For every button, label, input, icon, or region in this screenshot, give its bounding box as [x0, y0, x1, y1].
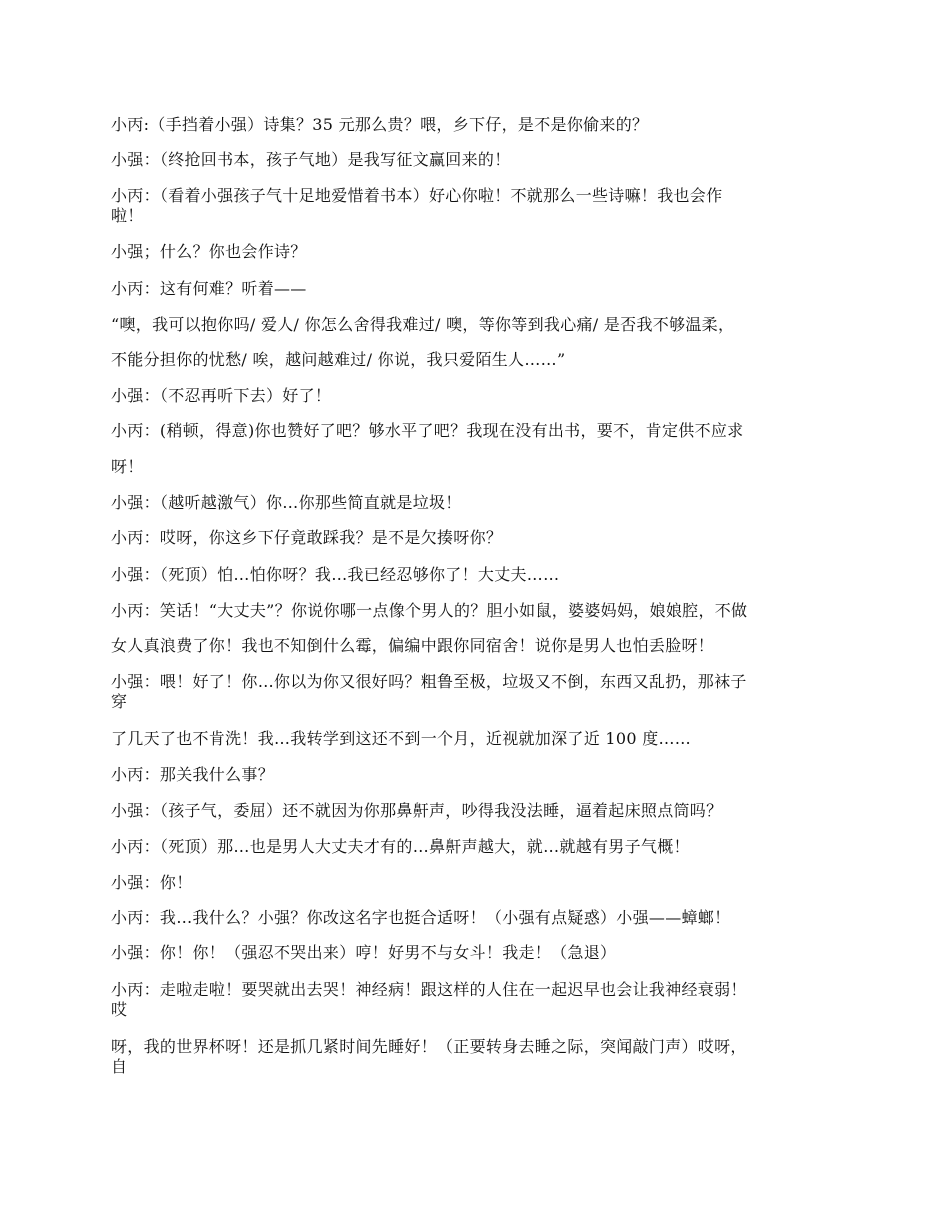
script-line: 小强：（死顶）怕…怕你呀？我…我已经忍够你了！大丈夫……	[111, 565, 560, 584]
script-line: 了几天了也不肯洗！我…我转学到这还不到一个月，近视就加深了近 100 度……	[111, 729, 692, 748]
script-line: 小丙：哎呀，你这乡下仔竟敢踩我？是不是欠揍呀你？	[111, 528, 503, 547]
script-line: 啦！	[111, 206, 144, 225]
script-line: 小强：喂！好了！你…你以为你又很好吗？粗鲁至极，垃圾又不倒，东西又乱扔，那袜子	[111, 672, 747, 691]
script-line: 小强：（终抢回书本，孩子气地）是我写征文赢回来的！	[111, 150, 511, 169]
script-line: 自	[111, 1057, 128, 1076]
script-line: 小强；什么？你也会作诗？	[111, 242, 307, 261]
script-line: 小丙：这有何难？听着——	[111, 279, 307, 298]
script-line: 小丙：我…我什么？小强？你改这名字也挺合适呀！（小强有点疑惑）小强——蟑螂！	[111, 908, 731, 927]
script-line: 小强：你！	[111, 873, 193, 892]
script-line: 穿	[111, 692, 128, 711]
script-line: 小丙：走啦走啦！要哭就出去哭！神经病！跟这样的人住在一起迟早也会让我神经衰弱！	[111, 980, 747, 999]
script-line: 小强：（孩子气，委屈）还不就因为你那鼻鼾声，吵得我没法睡，逼着起床照点筒吗？	[111, 801, 723, 820]
script-line: 小丙：(稍顿，得意)你也赞好了吧？够水平了吧？我现在没有出书，要不，肯定供不应求	[111, 421, 744, 440]
script-line: 小丙：（死顶）那…也是男人大丈夫才有的…鼻鼾声越大，就…就越有男子气概！	[111, 837, 690, 856]
script-line: 小丙：笑话！“大丈夫”？你说你哪一点像个男人的？胆小如鼠，婆婆妈妈，娘娘腔，不做	[111, 601, 748, 620]
script-line: 小强：你！你！（强忍不哭出来）哼！好男不与女斗！我走！（急退）	[111, 943, 617, 962]
script-line: 哎	[111, 1000, 128, 1019]
script-line: 小强：（越听越激气）你…你那些简直就是垃圾！	[111, 493, 462, 512]
script-line: 小丙：（看着小强孩子气十足地爱惜着书本）好心你啦！不就那么一些诗嘛！我也会作	[111, 186, 723, 205]
script-line: 不能分担你的忧愁/ 唉，越问越难过/ 你说，我只爱陌生人……”	[111, 350, 566, 369]
script-line: 呀，我的世界杯呀！还是抓几紧时间先睡好！（正要转身去睡之际，突闻敲门声）哎呀，	[111, 1037, 747, 1056]
script-line: 小丙:（手挡着小强）诗集？35 元那么贵？喂，乡下仔，是不是你偷来的？	[111, 115, 649, 134]
script-line: 小丙：那关我什么事？	[111, 765, 275, 784]
script-line: “噢，我可以抱你吗/ 爱人/ 你怎么舍得我难过/ 噢，等你等到我心痛/ 是否我不够温柔，	[111, 315, 735, 334]
script-line: 呀！	[111, 457, 144, 476]
script-line: 女人真浪费了你！我也不知倒什么霉，偏编中跟你同宿舍！说你是男人也怕丢脸呀！	[111, 636, 715, 655]
script-line: 小强：（不忍再听下去）好了！	[111, 386, 332, 405]
